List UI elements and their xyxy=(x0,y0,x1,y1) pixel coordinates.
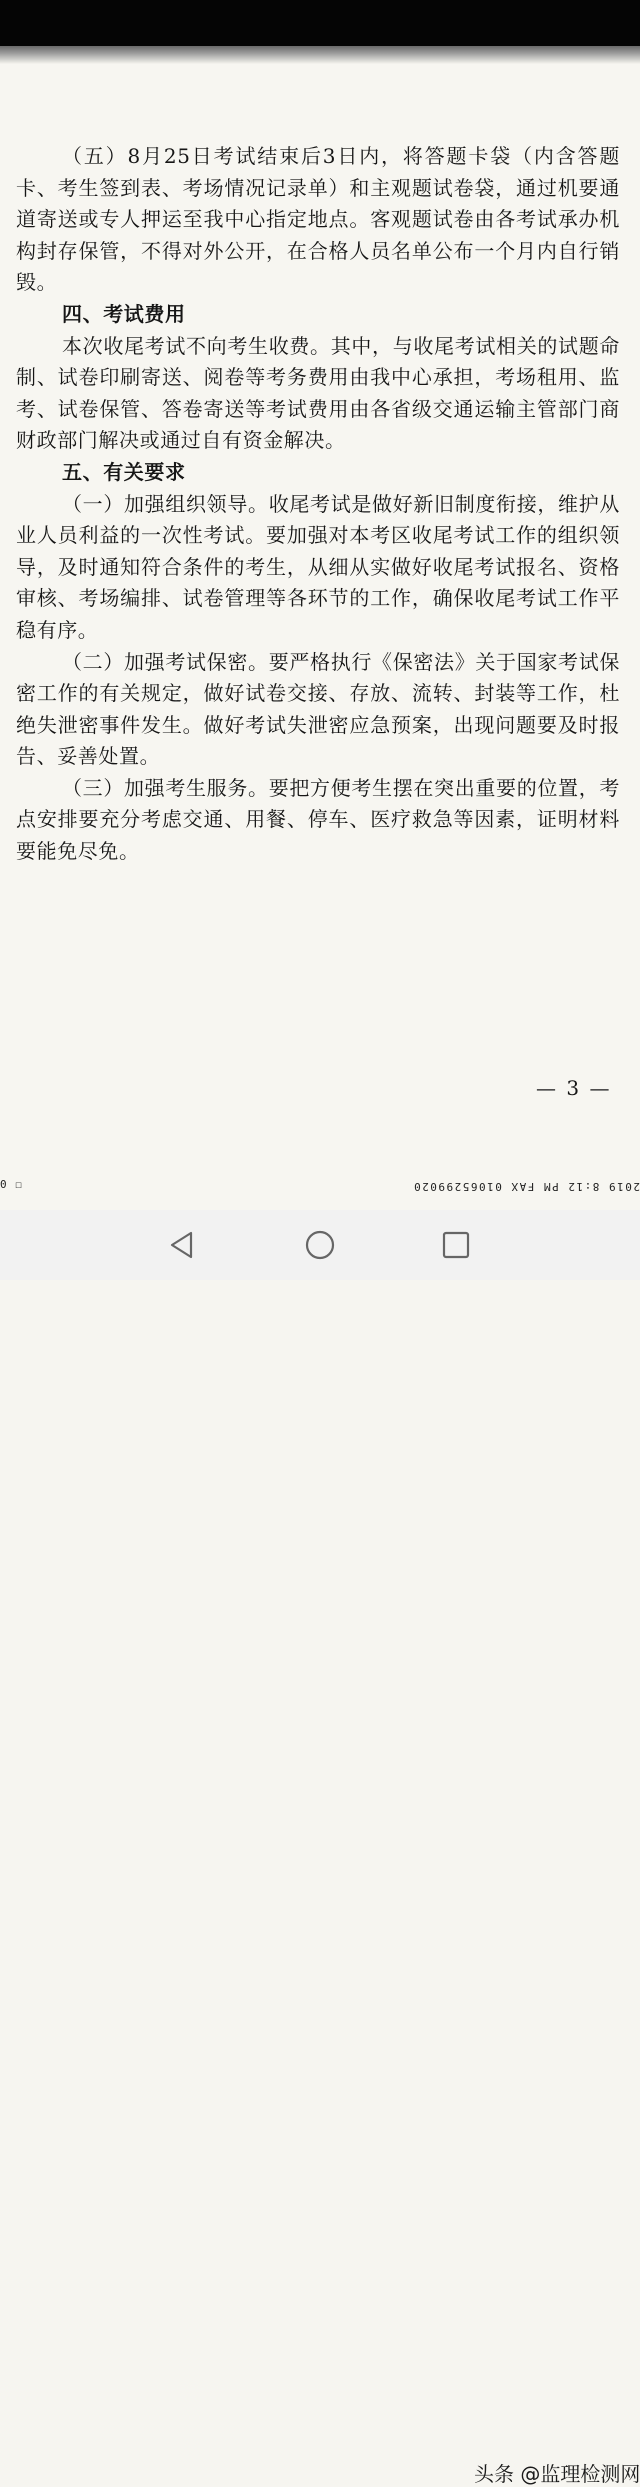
paragraph-organization: （一）加强组织领导。收尾考试是做好新旧制度衔接，维护从业人员利益的一次性考试。要加强对本考区收尾考试工作的组织领导，及时通知符合条件的考生，从细从实做好收尾考试报名、资格审核、考场编排、试卷管理等各环节的工作，确保收尾考试工作平稳有序。 xyxy=(16,491,620,642)
document-body xyxy=(0,141,640,868)
source-watermark xyxy=(474,2458,640,2487)
back-triangle-icon xyxy=(167,1230,197,1260)
recent-apps-square-icon xyxy=(441,1230,471,1260)
heading-exam-fees: 四、考试费用 xyxy=(62,301,186,326)
status-bar xyxy=(0,0,640,46)
paragraph-exam-materials: （五）8月25日考试结束后3日内，将答题卡袋（内含答题卡、考生签到表、考场情况记录单）和主观题试卷袋，通过机要通道寄送或专人押运至我中心指定地点。客观题试卷由各考试承办机构封存保管，不得对外公开，在合格人员名单公布一个月内自行销毁。 xyxy=(16,144,620,295)
heading-requirements: 五、有关要求 xyxy=(62,459,186,484)
fax-footer-left: 0 ☐ xyxy=(0,1178,23,1191)
page-number: — 3 — xyxy=(536,1076,612,1100)
home-button[interactable] xyxy=(290,1210,350,1280)
scan-top-edge xyxy=(0,46,640,64)
home-circle-icon xyxy=(304,1229,336,1261)
navigation-bar xyxy=(0,1210,640,2486)
watermark-prefix: 头条 xyxy=(474,2462,521,2486)
paragraph-exam-fees: 本次收尾考试不向考生收费。其中，与收尾考试相关的试题命制、试卷印刷寄送、阅卷等考务费用由我中心承担，考场租用、监考、试卷保管、答卷寄送等考试费用由各省级交通运输主管部门商财政部门解决或通过自有资金解决。 xyxy=(16,333,620,453)
watermark-handle: @监理检测网 xyxy=(520,2462,640,2486)
paragraph-candidate-service: （三）加强考生服务。要把方便考生摆在突出重要的位置，考点安排要充分考虑交通、用餐、停车、医疗救急等因素，证明材料要能免尽免。 xyxy=(16,775,620,864)
back-button[interactable] xyxy=(152,1210,212,1280)
fax-header-text: 2019 8:12 PM FAX 01065299020 xyxy=(412,1180,640,1193)
recent-apps-button[interactable] xyxy=(426,1210,486,1280)
paragraph-confidentiality: （二）加强考试保密。要严格执行《保密法》关于国家考试保密工作的有关规定，做好试卷交接、存放、流转、封装等工作，杜绝失泄密事件发生。做好考试失泄密应急预案，出现问题要及时报告、妥善处置。 xyxy=(16,649,620,769)
